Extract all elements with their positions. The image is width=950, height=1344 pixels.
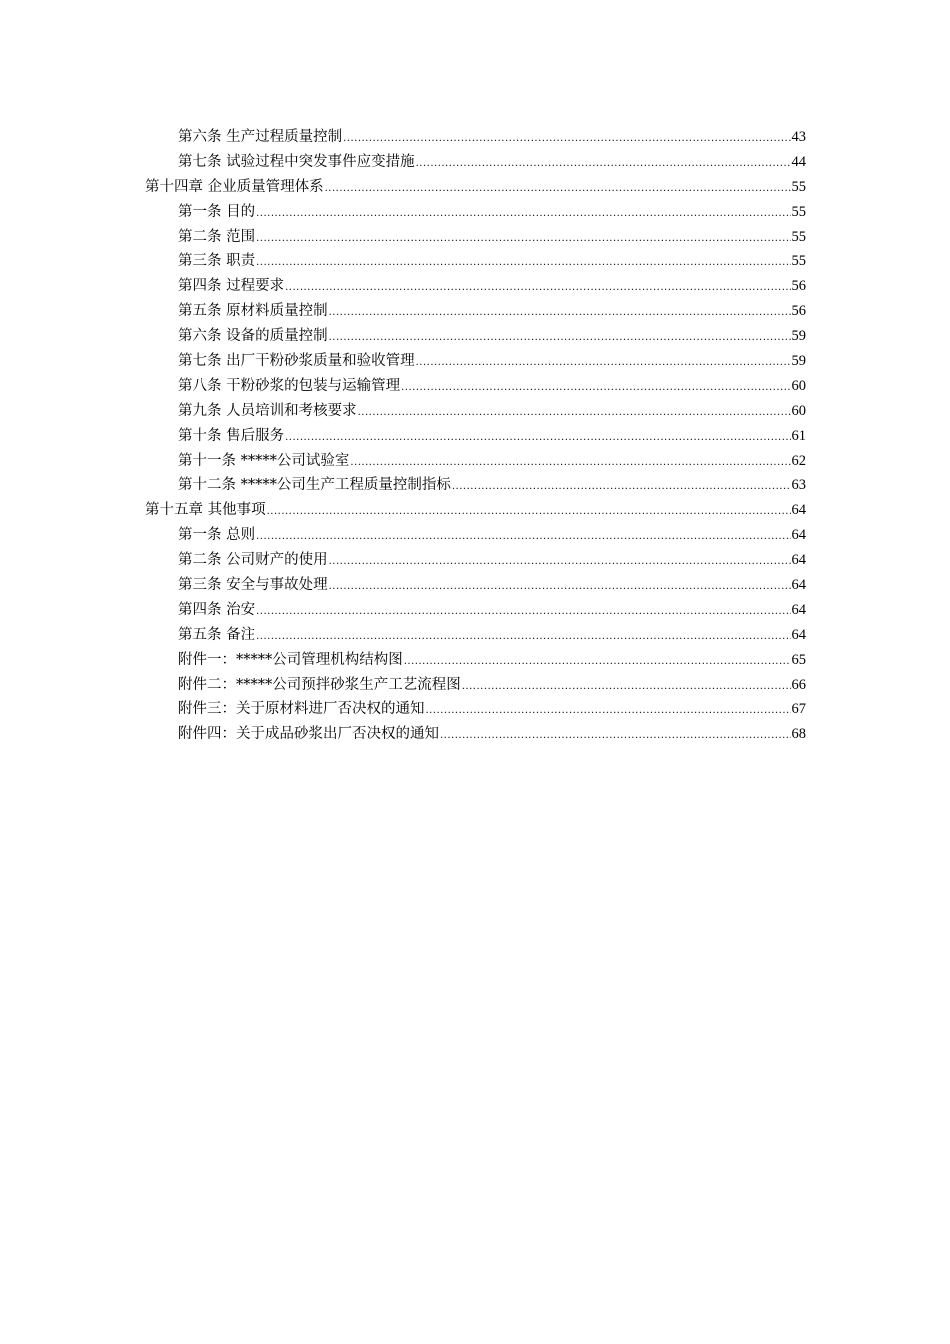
- toc-entry-page: 43: [791, 129, 806, 145]
- toc-entry-title: 第一条 总则: [178, 527, 256, 544]
- toc-entry-title: 第七条 出厂干粉砂浆质量和验收管理: [178, 353, 415, 370]
- toc-entry[interactable]: [145, 648, 806, 673]
- toc-entry[interactable]: [145, 299, 806, 324]
- toc-entry-page: 61: [791, 427, 806, 444]
- toc-dot-leader: [343, 127, 790, 152]
- toc-entry-title: 第六条 生产过程质量控制: [178, 129, 343, 145]
- toc-dot-leader: [267, 500, 791, 525]
- toc-entry[interactable]: [145, 697, 806, 722]
- toc-dot-leader: [416, 351, 791, 376]
- toc-entry-title: 第七条 试验过程中突发事件应变措施: [178, 153, 415, 170]
- toc-entry-page: 59: [791, 353, 806, 370]
- toc-entry-page: 64: [791, 626, 806, 643]
- toc-entry[interactable]: [145, 200, 806, 225]
- toc-dot-leader: [350, 451, 790, 476]
- toc-entry-title: 第十条 售后服务: [178, 427, 285, 444]
- toc-entry-title: 附件三：关于原材料进厂否决权的通知: [178, 701, 425, 718]
- toc-dot-leader: [256, 227, 790, 252]
- toc-entry-page: 64: [791, 502, 806, 519]
- toc-entry[interactable]: [145, 523, 806, 548]
- toc-entry-page: 66: [791, 676, 806, 693]
- toc-dot-leader: [358, 401, 791, 426]
- toc-entry[interactable]: [145, 399, 806, 424]
- toc-dot-leader: [256, 525, 790, 550]
- toc-dot-leader: [329, 575, 791, 600]
- toc-entry[interactable]: [145, 623, 806, 648]
- toc-chapter-entry[interactable]: [145, 175, 806, 200]
- toc-entry[interactable]: [145, 349, 806, 374]
- toc-dot-leader: [256, 202, 790, 227]
- toc-entry-title: 第五条 备注: [178, 626, 256, 643]
- toc-dot-leader: [256, 600, 790, 625]
- toc-entry-page: 67: [791, 701, 806, 718]
- toc-entry[interactable]: [145, 324, 806, 349]
- toc-entry-page: 55: [791, 253, 806, 270]
- toc-entry-page: 68: [791, 726, 806, 743]
- toc-entry-page: 64: [791, 601, 806, 618]
- toc-entry-title: 第二条 范围: [178, 228, 256, 245]
- toc-dot-leader: [285, 426, 790, 451]
- toc-entry-title: 第三条 职责: [178, 253, 256, 270]
- toc-chapter-entry[interactable]: [145, 498, 806, 523]
- toc-entry-page: 55: [791, 228, 806, 245]
- toc-entry-page: 44: [791, 153, 806, 170]
- toc-entry-page: 64: [791, 527, 806, 544]
- toc-entry[interactable]: [145, 374, 806, 399]
- toc-entry-page: 62: [791, 452, 806, 469]
- toc-entry-title: 附件四：关于成品砂浆出厂否决权的通知: [178, 726, 439, 743]
- toc-dot-leader: [426, 699, 791, 724]
- toc-entry[interactable]: [145, 125, 806, 150]
- toc-dot-leader: [329, 301, 791, 326]
- toc-entry[interactable]: [145, 573, 806, 598]
- toc-entry-title: 附件二：*****公司预拌砂浆生产工艺流程图: [178, 676, 461, 693]
- toc-entry[interactable]: [145, 673, 806, 698]
- toc-entry[interactable]: [145, 150, 806, 175]
- toc-entry-title: 第十四章 企业质量管理体系: [145, 178, 324, 195]
- toc-dot-leader: [416, 152, 791, 177]
- toc-entry[interactable]: [145, 225, 806, 250]
- toc-dot-leader: [452, 475, 791, 500]
- toc-entry-title: 第一条 目的: [178, 203, 256, 220]
- toc-dot-leader: [329, 326, 791, 351]
- toc-dot-leader: [256, 251, 790, 276]
- toc-entry[interactable]: [145, 722, 806, 747]
- toc-entry-title: 附件一：*****公司管理机构结构图: [178, 651, 403, 668]
- toc-entry-page: 55: [791, 203, 806, 220]
- toc-entry[interactable]: [145, 598, 806, 623]
- toc-entry-page: 56: [791, 278, 806, 295]
- toc-dot-leader: [285, 276, 790, 301]
- toc-entry-page: 60: [791, 377, 806, 394]
- toc-entry[interactable]: [145, 274, 806, 299]
- toc-entry[interactable]: [145, 424, 806, 449]
- toc-dot-leader: [462, 675, 791, 700]
- toc-dot-leader: [440, 724, 791, 749]
- toc-entry-title: 第十二条 *****公司生产工程质量控制指标: [178, 477, 451, 494]
- toc-entry-title: 第十五章 其他事项: [145, 502, 266, 519]
- toc-entry-page: 64: [791, 577, 806, 594]
- toc-entry-title: 第三条 安全与事故处理: [178, 577, 328, 594]
- toc-entry-page: 56: [791, 303, 806, 320]
- toc-entry-page: 60: [791, 402, 806, 419]
- toc-dot-leader: [329, 550, 791, 575]
- toc-entry[interactable]: [145, 449, 806, 474]
- toc-entry-title: 第八条 干粉砂浆的包装与运输管理: [178, 377, 401, 394]
- toc-entry-page: 64: [791, 552, 806, 569]
- toc-entry-page: 65: [791, 651, 806, 668]
- toc-entry[interactable]: [145, 548, 806, 573]
- toc-entry[interactable]: [145, 249, 806, 274]
- toc-entry-page: 59: [791, 328, 806, 345]
- toc-entry-title: 第四条 治安: [178, 601, 256, 618]
- toc-dot-leader: [325, 177, 791, 202]
- table-of-contents: [145, 125, 806, 747]
- toc-entry-title: 第四条 过程要求: [178, 278, 285, 295]
- toc-entry-title: 第九条 人员培训和考核要求: [178, 402, 357, 419]
- toc-dot-leader: [401, 376, 790, 401]
- toc-dot-leader: [404, 650, 791, 675]
- toc-entry-page: 63: [791, 477, 806, 494]
- toc-entry-title: 第六条 设备的质量控制: [178, 328, 328, 345]
- toc-entry-title: 第十一条 *****公司试验室: [178, 452, 350, 469]
- toc-entry[interactable]: [145, 473, 806, 498]
- toc-dot-leader: [256, 625, 790, 650]
- toc-entry-title: 第二条 公司财产的使用: [178, 552, 328, 569]
- toc-entry-title: 第五条 原材料质量控制: [178, 303, 328, 320]
- toc-entry-page: 55: [791, 178, 806, 195]
